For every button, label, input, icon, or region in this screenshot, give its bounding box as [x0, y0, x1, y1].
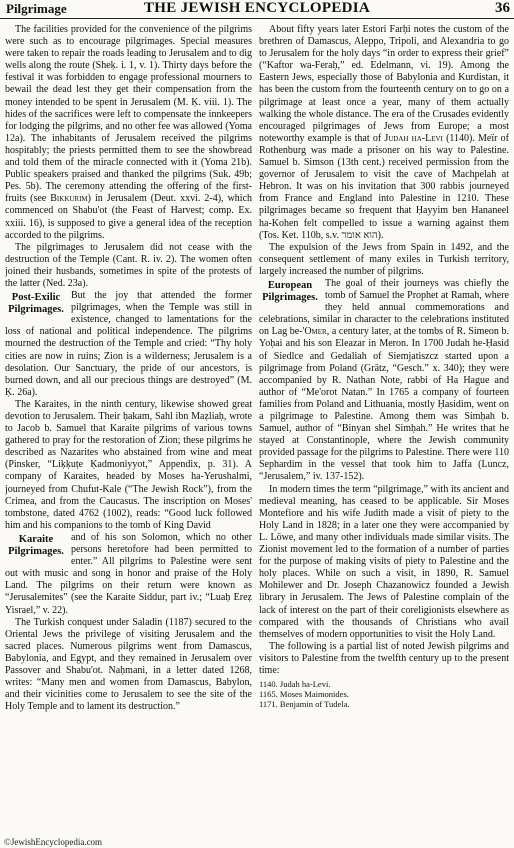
paragraph: The Turkish conquest under Saladin (1187) secured to the Oriental Jews the privilege of visiting Jerusalem and the sacred places. Numerous pilgrims went from Damascus, Babylonia, and Egypt, and they remained in Jerusalem over Passover and Shabu'ot. Naḥmani, in a letter dated 1268, writes: “Many men and women from Damascus, Babylon, and their vicinities come to Jerusalem to see the site of the Holy Temple and to lament its destruction.”	[5, 616, 252, 713]
left-column	[5, 24, 252, 836]
paragraph: But the joy that attended the former pilgrimages, when the Temple was still in existence, changed to lamentations for the loss of national and political independence. The pilgrims mourned the destruction of the Temple and cried: “Thy holy cities are now in ruins; Zion is a wilderness; Jerusalem is a desolation. Our Sanctuary, the pride of our ancestors, is burned down, and all our precious things are destroyed” (M. Ḳ. 26a).	[5, 290, 252, 398]
pilgrim-list	[259, 679, 509, 709]
paragraph: The Karaites, in the ninth century, likewise showed great devotion to Jerusalem. Their ḥakam, Sahl ibn Maẓliaḥ, wrote to Jacob b. Samuel that Karaite pilgrims of various towns gathered to pray for the restoration of Zion; these pilgrims he described as Nazarites who abstained from wine and meat (Pinsker, “Liḳḳuṭe Ḳadmoniyyot,” Appendix, p. 31). A company of Karaites, headed by Moses ha-Yerushalmi, journeyed from Chufut-Kale (“The Jewish Rock”), from the Crimea, and from the Caucasus. The inscription on Moses' tombstone, dated 4762 (1002), reads: “Good luck followed him and his companions to the tomb of King David	[5, 398, 252, 531]
page-number: 36	[495, 0, 510, 16]
paragraph: About fifty years later Estori Farḥi notes the custom of the brethren of Damascus, Aleppo, Tripoli, and Alexandria to go to Jerusalem for the holy days “in order to express their grief” (“Kaftor wa-Feraḥ,” ed. Edelmann, vi. 19). Among the Eastern Jews, especially those of Babylonia and Kurdistan, it has been the custom from the fourteenth century on to go on a pilgrimage at least once a year, many of them actually walking the whole distance. The era of the Crusades evidently encouraged pilgrimages of Jews from Europe; a most noteworthy example is that of Judah ha-Levi (1140). Meïr of Rothenburg was made a prisoner on his way to Palestine. Samuel b. Simson (13th cent.) received permission from the governor of Jerusalem to visit the cave of Machpelah at Hebron. It was on his invitation that 300 rabbis journeyed from France and England into Palestine in 1210. These pilgrimages became so frequent that Ḥayyim ben Hananeel ha-Kohen felt compelled to issue a warning against them (Tos. Ket. 110b, s.v. הוא אומר).	[259, 24, 509, 241]
right-column	[259, 24, 509, 836]
paragraph: The following is a partial list of noted Jewish pilgrims and visitors to Palestine from the twelfth century up to the present time:	[259, 640, 509, 676]
sidenote-post-exilic: Post-Exilic Pilgrimages.	[8, 292, 64, 316]
list-item: 1165. Moses Maimonides.	[259, 689, 349, 700]
sidenote-karaite: Karaite Pilgrimages.	[8, 533, 64, 557]
list-item: 1171. Benjamin of Tudela.	[259, 699, 350, 710]
copyright-footer: ©JewishEncyclopedia.com	[4, 837, 103, 847]
paragraph: and of his son Solomon, which no other persons heretofore had been permitted to enter.” All pilgrims to Palestine were sent out with music and song in honor and praise of the Holy Land. The pilgrims on their return were known as “Jerusalemites” (see the Karaite Siddur, part iv.; “Luaḥ Ereẓ Yisrael,” v. 22).	[5, 531, 252, 616]
sidenote-european: European Pilgrimages.	[262, 279, 318, 303]
page-header	[0, 0, 514, 19]
paragraph: The pilgrimages to Jerusalem did not cease with the destruction of the Temple (Cant. R. iv. 2). The women often joined their husbands, sometimes in spite of the protests of the latter (Ned. 23a).	[5, 241, 252, 289]
encyclopedia-title: THE JEWISH ENCYCLOPEDIA	[143, 0, 371, 16]
paragraph: The expulsion of the Jews from Spain in 1492, and the consequent settlement of many exiles in Turkish territory, largely increased the number of pilgrims.	[259, 241, 509, 277]
cross-reference-link[interactable]: 'Omer	[302, 326, 327, 338]
list-item: 1140. Judah ha-Levi.	[259, 679, 331, 690]
paragraph: The facilities provided for the convenience of the pilgrims were such as to encourage pilgrimages. Special measures were taken to repair the roads leading to Jerusalem and to dig wells along the route (Sheḳ. i. 1, v. 1). Thirty days before the festival it was forbidden to engage professional mourners to bewail the dead lest they get their compensation from the money intended to be spent in Jerusalem (M. Ḳ. viii. 1). The hides of the sacrifices were left to compensate the innkeepers for lodging the pilgrims, and no other fee was allowed (Yoma 12a). The inhabitants of Jerusalem received the pilgrims hospitably; the priests permitted them to see the showbread and told them of the miracle connected with it (Yoma 21b). Public speakers praised and thanked the pilgrims (Suk. 49b; Pes. 5b). The ceremony attending the offering of the first-fruits (see Bikkurim) in Jerusalem (Deut. xxvi. 2-4), which commenced on Shabu'ot (the Feast of Harvest; comp. Ex. xxiii. 16), is supposed to give a general idea of the reception accorded to the pilgrims.	[5, 24, 252, 241]
paragraph: In modern times the term “pilgrimage,” with its ancient and medieval meaning, has ceased to be applicable. Sir Moses Montefiore and his wife Judith made a visit of piety to the Holy Land in 1828; in a later one they were accompanied by L. Löwe, and many other individuals made similar visits. The Zionist movement led to the formation of a number of parties for the purpose of making visits of piety to Palestine and the holy places. While on such a visit, in 1890, R. Samuel Mohilewer and Dr. Joseph Chazanowicz founded a Jewish library in Jerusalem. The Jews of Palestine complain of the lack of interest on the part of their coreligionists elsewhere as compared with the thousands of Christians who avail themselves of modern opportunities to visit the Holy Land.	[259, 483, 509, 640]
section-title: Pilgrimage	[6, 1, 67, 16]
cross-reference-link[interactable]: Judah ha-Levi	[384, 132, 443, 144]
paragraph: The goal of their journeys was chiefly the tomb of Samuel the Prophet at Ramah, where they held annual commemorations and celebrations, similar in character to the celebrations instituted on Lag be-'Omer, a century later, at the tombs of R. Simeon b. Yoḥai and his son Eleazar in Meron. In 1700 Judah he-Ḥasid of Siedlce and Gedaliah of Siemjatiszcz started upon a pilgrimage from Poland (Grätz, “Gesch.” x. 340); they were accompanied by R. Nathan Note, rabbi of Ha Hague and author of “Me'orot Natan.” In 1765 a company of fourteen families from Poland and Lithuania, mostly Ḥasidim, went on a pilgrimage to Palestine. Among them was Simḥah b. Samuel, author of “Binyan shel Simḥah.” He writes that he stayed at Constantinople, where the Jewish community provided passage for the pilgrims to Palestine. There were 110 Sephardim in the vessel that took him to Jaffa (Luncz, “Jerusalem,” iv. 137-152).	[259, 277, 509, 483]
cross-reference-link[interactable]: Bikkurim	[50, 193, 88, 205]
